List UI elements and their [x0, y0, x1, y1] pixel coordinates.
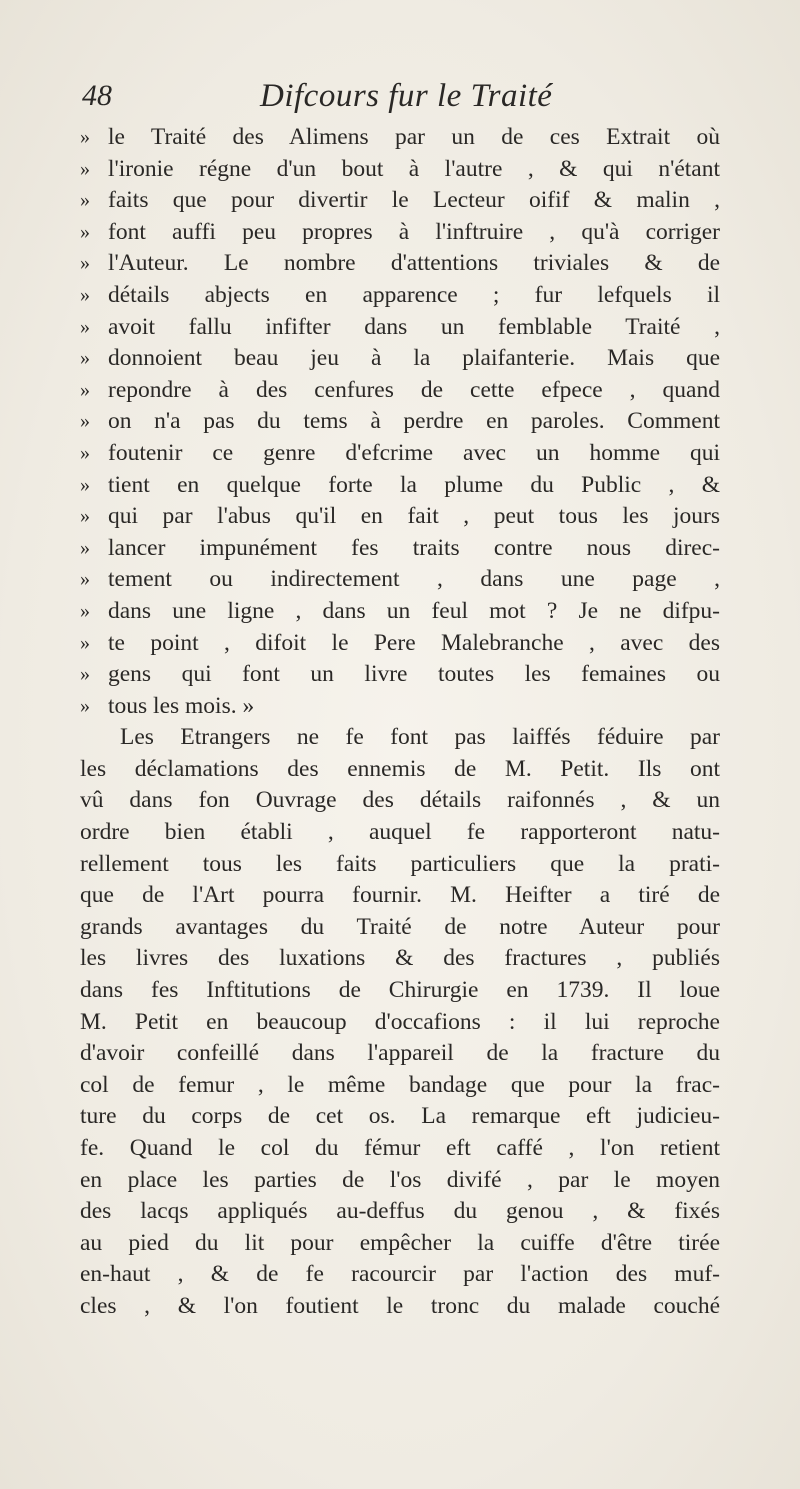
- page-header: [82, 72, 722, 120]
- quote-mark: »: [80, 252, 90, 275]
- paragraph-line: les déclamations des ennemis de M. Petit. Ils ont: [80, 755, 720, 782]
- line-text: repondre à des cenfures de cette efpece , quand: [108, 376, 720, 403]
- quoted-line: [80, 659, 720, 691]
- quoted-line: [80, 185, 720, 217]
- paragraph-line: des lacqs appliqués au-deffus du genou , & fixés: [80, 1198, 720, 1225]
- paragraph-line: dans fes Inftitutions de Chirurgie en 1739. Il loue: [80, 977, 720, 1004]
- paragraph-line: grands avantages du Traité de notre Auteur pour: [80, 913, 720, 940]
- line-text: te point , difoit le Pere Malebranche , avec des: [108, 629, 720, 656]
- paragraph: [80, 722, 720, 1322]
- line-text: l'ironie régne d'un bout à l'autre , & qui n'étant: [108, 155, 720, 182]
- quoted-line: [80, 280, 720, 312]
- quote-mark: »: [80, 663, 90, 686]
- line-text: le Traité des Alimens par un de ces Extrait où: [108, 124, 720, 150]
- quoted-passage: [80, 122, 720, 722]
- quote-mark: »: [80, 505, 90, 528]
- quoted-line: [80, 343, 720, 375]
- line-text: dans une ligne , dans un feul mot ? Je ne difpu-: [108, 597, 720, 624]
- paragraph-line: fe. Quand le col du fémur eft caffé , l'on retient: [80, 1135, 720, 1161]
- paragraph-line: les livres des luxations & des fractures , publiés: [80, 945, 720, 972]
- line-text: tous les mois. »: [108, 692, 255, 719]
- quoted-line: [80, 312, 720, 344]
- quoted-line: [80, 375, 720, 407]
- quote-mark: »: [80, 568, 90, 591]
- quoted-line: [80, 470, 720, 502]
- line-text: qui par l'abus qu'il en fait , peut tous les jours: [108, 503, 720, 530]
- quoted-line: [80, 438, 720, 470]
- quote-mark: »: [80, 315, 90, 338]
- paragraph-line: rellement tous les faits particuliers que la prati-: [80, 850, 720, 877]
- line-text: lancer impunément fes traits contre nous direc-: [108, 534, 720, 561]
- line-text: détails abjects en apparence ; fur lefquels il: [108, 281, 720, 308]
- paragraph-line: ordre bien établi , auquel fe rapporteront natu-: [80, 819, 720, 846]
- line-text: gens qui font un livre toutes les femaines ou: [108, 661, 720, 688]
- quoted-line: [80, 122, 720, 154]
- quote-mark: »: [80, 157, 90, 180]
- quoted-line: [80, 628, 720, 660]
- quoted-line: [80, 406, 720, 438]
- line-text: foutenir ce genre d'efcrime avec un homme qui: [108, 439, 720, 466]
- quoted-line: [80, 154, 720, 186]
- quote-mark: »: [80, 220, 90, 243]
- body-text: [80, 122, 720, 1323]
- page-number: 48: [82, 79, 112, 112]
- quoted-line: [80, 501, 720, 533]
- line-text: tient en quelque forte la plume du Public , &: [108, 471, 720, 498]
- quote-mark: »: [80, 473, 90, 496]
- quote-mark: »: [80, 599, 90, 622]
- paragraph-line: au pied du lit pour empêcher la cuiffe d'être tirée: [80, 1229, 720, 1256]
- quote-mark: »: [80, 536, 90, 559]
- line-text: font auffi peu propres à l'inftruire , qu'à corriger: [108, 218, 720, 245]
- paragraph-line: en place les parties de l'os divifé , par le moyen: [80, 1166, 720, 1193]
- line-text: donnoient beau jeu à la plaifanterie. Mais que: [108, 345, 720, 372]
- paragraph-line: vû dans fon Ouvrage des détails raifonnés , & un: [80, 787, 720, 814]
- quote-mark: »: [80, 694, 90, 717]
- quote-mark: »: [80, 347, 90, 370]
- line-text: l'Auteur. Le nombre d'attentions triviales & de: [108, 250, 720, 277]
- line-text: on n'a pas du tems à perdre en paroles. Comment: [108, 408, 720, 435]
- quote-mark: »: [80, 189, 90, 212]
- paragraph-line: en-haut , & de fe racourcir par l'action des muf-: [80, 1261, 720, 1288]
- line-text: avoit fallu infifter dans un femblable Traité ,: [108, 313, 720, 340]
- quoted-line: [80, 248, 720, 280]
- running-title: Difcours fur le Traité: [260, 78, 553, 114]
- quoted-line: [80, 533, 720, 565]
- quoted-line: [80, 564, 720, 596]
- paragraph-line: cles , & l'on foutient le tronc du malade couché: [80, 1292, 720, 1319]
- paragraph-line: Les Etrangers ne fe font pas laiffés féduire par: [120, 724, 720, 751]
- quoted-line: [80, 691, 720, 723]
- line-text: tement ou indirectement , dans une page ,: [108, 566, 720, 593]
- quote-mark: »: [80, 126, 90, 148]
- quote-mark: »: [80, 631, 90, 654]
- quote-mark: »: [80, 378, 90, 401]
- paragraph-line: M. Petit en beaucoup d'occafions : il lui reproche: [80, 1008, 720, 1035]
- line-text: faits que pour divertir le Lecteur oifif & malin ,: [108, 187, 720, 214]
- paragraph-line: col de femur , le même bandage que pour la frac-: [80, 1071, 720, 1098]
- paragraph-line: d'avoir confeillé dans l'appareil de la fracture du: [80, 1040, 720, 1067]
- quoted-line: [80, 217, 720, 249]
- paragraph-line: que de l'Art pourra fournir. M. Heifter a tiré de: [80, 882, 720, 909]
- quote-mark: »: [80, 283, 90, 306]
- quote-mark: »: [80, 410, 90, 433]
- quoted-line: [80, 596, 720, 628]
- paragraph-line: ture du corps de cet os. La remarque eft judicieu-: [80, 1103, 720, 1130]
- quote-mark: »: [80, 441, 90, 464]
